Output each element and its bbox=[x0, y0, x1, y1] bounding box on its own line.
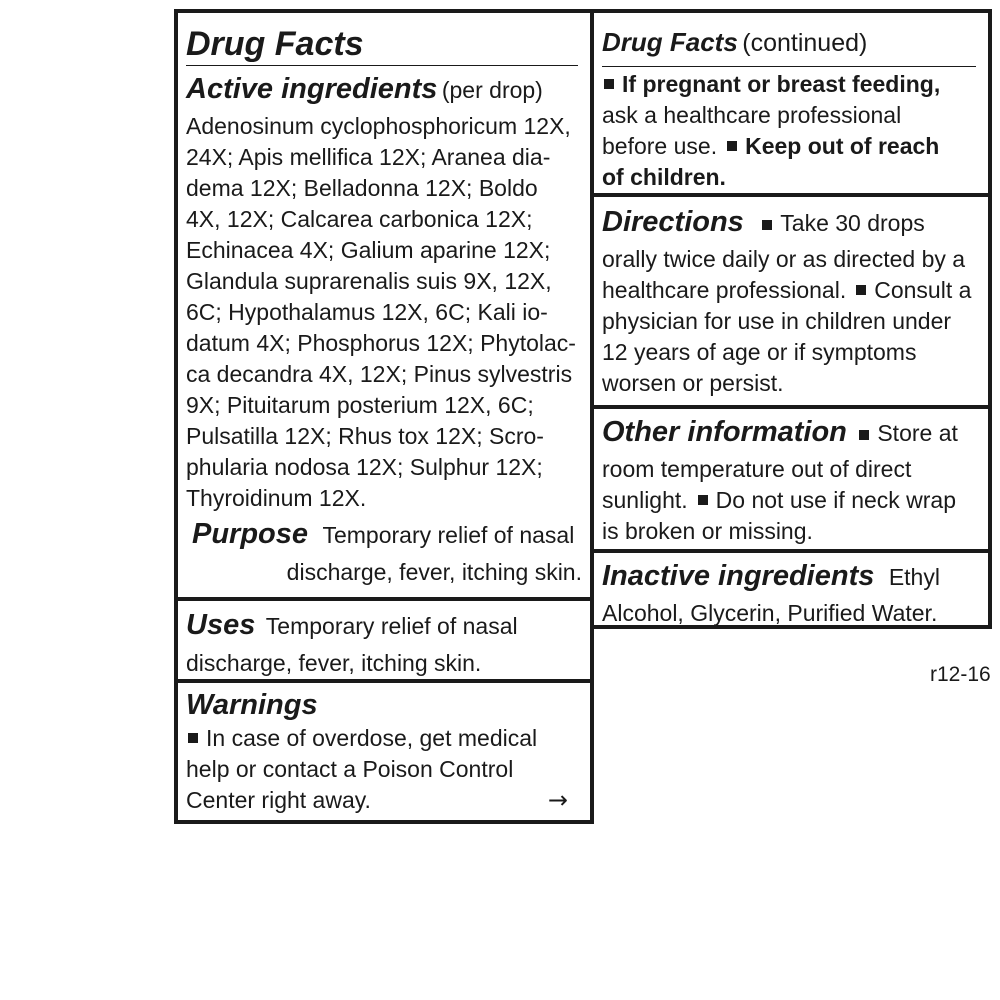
ingredient-line: 9X; Pituitarum posterium 12X, 6C; bbox=[186, 392, 534, 418]
uses-section bbox=[178, 597, 590, 683]
purpose-text-line2: discharge, fever, itching skin. bbox=[286, 559, 582, 585]
other-information-heading: Other information bbox=[602, 416, 847, 448]
uses-heading: Uses bbox=[186, 609, 256, 641]
ingredient-line: Echinacea 4X; Galium aparine 12X; bbox=[186, 237, 551, 263]
inactive-ingredients-text: Ethyl bbox=[888, 564, 940, 590]
directions-section bbox=[594, 193, 988, 409]
bullet-icon bbox=[762, 220, 772, 230]
other-information-text: Store at bbox=[877, 420, 958, 446]
other-information-line: Do not use if neck wrap bbox=[715, 487, 957, 513]
bullet-icon bbox=[188, 733, 198, 743]
directions-line: physician for use in children under bbox=[602, 308, 952, 334]
pregnancy-warning-line: ask a healthcare professional bbox=[602, 102, 902, 128]
warning-line: Center right away. bbox=[186, 787, 371, 813]
pregnancy-warning-line: before use. bbox=[602, 133, 718, 159]
other-information-line: sunlight. bbox=[602, 487, 688, 513]
directions-line: Consult a bbox=[874, 277, 972, 303]
warnings-section bbox=[178, 679, 590, 820]
ingredient-line: Adenosinum cyclophosphoricum 12X, bbox=[186, 113, 571, 139]
drug-facts-panel-right bbox=[590, 9, 992, 629]
warning-line: In case of overdose, get medical bbox=[206, 725, 538, 751]
drug-facts-title: Drug Facts bbox=[186, 25, 364, 63]
title-divider bbox=[602, 66, 976, 67]
warnings-heading: Warnings bbox=[186, 689, 318, 721]
ingredient-line: dema 12X; Belladonna 12X; Boldo bbox=[186, 175, 538, 201]
revision-code: r12-16 bbox=[930, 663, 991, 686]
continued-label: (continued) bbox=[742, 29, 868, 57]
bullet-icon bbox=[856, 285, 866, 295]
drug-facts-continued-title: Drug Facts bbox=[602, 27, 738, 57]
ingredient-line: Pulsatilla 12X; Rhus tox 12X; Scro- bbox=[186, 423, 544, 449]
directions-line: worsen or persist. bbox=[602, 370, 784, 396]
other-information-line: is broken or missing. bbox=[602, 518, 813, 544]
other-information-line: room temperature out of direct bbox=[602, 456, 912, 482]
inactive-ingredients-section bbox=[594, 549, 988, 625]
bullet-icon bbox=[727, 141, 737, 151]
pregnancy-warning-bold: If pregnant or breast feeding, bbox=[622, 71, 941, 97]
uses-text-line1: Temporary relief of nasal bbox=[265, 613, 518, 639]
purpose-text-line1: Temporary relief of nasal bbox=[322, 522, 575, 548]
bullet-icon bbox=[859, 430, 869, 440]
bullet-icon bbox=[698, 495, 708, 505]
directions-line: healthcare professional. bbox=[602, 277, 847, 303]
active-ingredients-qualifier: (per drop) bbox=[441, 77, 543, 103]
warning-line: help or contact a Poison Control bbox=[186, 756, 514, 782]
ingredient-line: 6C; Hypothalamus 12X, 6C; Kali io- bbox=[186, 299, 548, 325]
directions-heading: Directions bbox=[602, 206, 744, 238]
ingredient-line: datum 4X; Phosphorus 12X; Phytolac- bbox=[186, 330, 576, 356]
other-information-section bbox=[594, 405, 988, 553]
purpose-heading: Purpose bbox=[192, 518, 309, 550]
drug-facts-panel-left bbox=[174, 9, 594, 824]
keep-out-of-reach-bold-line2: of children. bbox=[602, 164, 726, 190]
directions-line: orally twice daily or as directed by a bbox=[602, 246, 966, 272]
ingredient-line: ca decandra 4X, 12X; Pinus sylvestris bbox=[186, 361, 573, 387]
directions-text: Take 30 drops bbox=[780, 210, 925, 236]
title-divider bbox=[186, 65, 578, 66]
bullet-icon bbox=[604, 79, 614, 89]
continue-arrow-icon: → bbox=[547, 786, 568, 814]
ingredient-line: Glandula suprarenalis suis 9X, 12X, bbox=[186, 268, 552, 294]
ingredient-line: 24X; Apis mellifica 12X; Aranea dia- bbox=[186, 144, 551, 170]
continued-section bbox=[594, 13, 988, 197]
active-ingredients-heading: Active ingredients bbox=[186, 73, 438, 105]
ingredient-line: phularia nodosa 12X; Sulphur 12X; bbox=[186, 454, 543, 480]
uses-text-line2: discharge, fever, itching skin. bbox=[186, 650, 482, 676]
inactive-ingredients-heading: Inactive ingredients bbox=[602, 560, 875, 592]
inactive-ingredients-line: Alcohol, Glycerin, Purified Water. bbox=[602, 600, 938, 626]
directions-line: 12 years of age or if symptoms bbox=[602, 339, 917, 365]
ingredient-line: Thyroidinum 12X. bbox=[186, 485, 367, 511]
ingredient-line: 4X, 12X; Calcarea carbonica 12X; bbox=[186, 206, 533, 232]
active-ingredients-section bbox=[178, 13, 590, 601]
keep-out-of-reach-bold: Keep out of reach bbox=[745, 133, 940, 159]
active-ingredients-list bbox=[186, 111, 582, 514]
